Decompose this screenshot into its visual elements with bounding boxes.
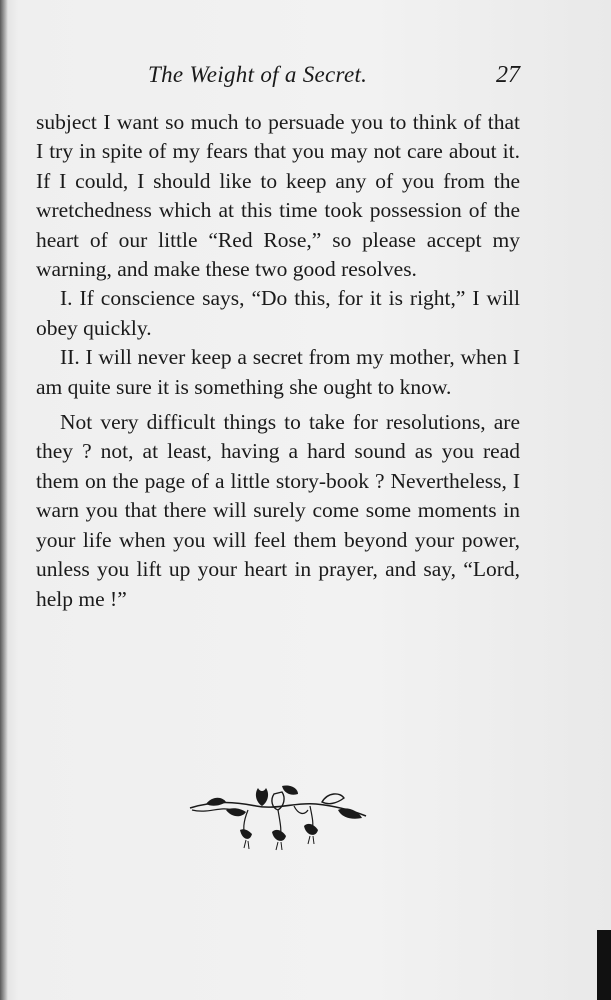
paragraph-closing: Not very difficult things to take for resolutions, are they ? not, at least, having a hard sound as you read them on the page of a little story-book ? Nevertheless, I warn you that there will surely come some moments in your life when you will feel them beyond your power, unless you lift up your heart in prayer, and say, “Lord, help me !”	[36, 410, 520, 611]
resolution-one: I. If conscience says, “Do this, for it is right,” I will obey quickly.	[36, 286, 520, 340]
paragraph-continuation: subject I want so much to persuade you to think of that I try in spite of my fears that you may not care about it. If I could, I should like to keep any of you from the wretchedness which at this time took possession of the heart of our little “Red Rose,” so please accept my warning, and make these two good resolves.	[36, 110, 520, 282]
gutter-shadow	[0, 0, 8, 1000]
running-title: The Weight of a Secret.	[148, 62, 368, 87]
page-number: 27	[496, 62, 520, 88]
resolution-two: II. I will never keep a secret from my mother, when I am quite sure it is something she ought to know.	[36, 345, 520, 399]
scan-corner	[597, 930, 611, 1000]
body-text	[36, 108, 520, 614]
page-header	[148, 62, 520, 96]
floral-vignette-icon	[186, 780, 368, 852]
